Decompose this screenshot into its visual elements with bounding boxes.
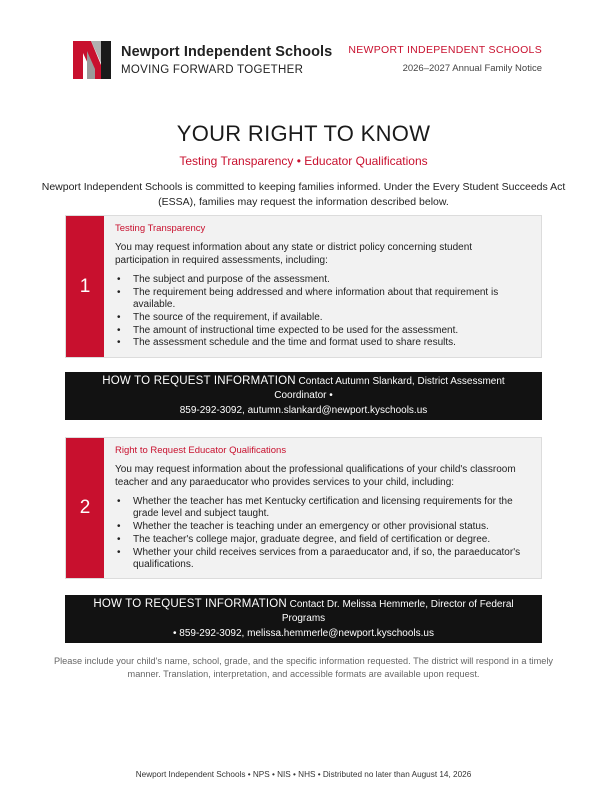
list-item (115, 287, 521, 312)
section-paragraph: You may request information about the professional qualifications of your child's classroom teacher and any paraeducator who provides services to your child, including: (115, 464, 516, 488)
bullet-icon: • (117, 496, 121, 507)
request-info-text (75, 374, 532, 419)
list-item (115, 312, 521, 324)
bullet-icon: • (117, 274, 121, 285)
org-name: Newport Independent Schools (121, 44, 333, 60)
list-item-text: The subject and purpose of the assessment. (133, 274, 330, 285)
bullet-icon: • (117, 311, 121, 323)
list-item (115, 534, 521, 546)
request-info-contact: Contact Dr. Melissa Hemmerle, Director of Federal Programs (281, 598, 514, 625)
bullet-list (115, 274, 521, 350)
list-item (115, 274, 521, 286)
intro-paragraph: Newport Independent Schools is committed to keeping families informed. Under the Every Student Succeeds Act (ESSA), families may request the information described below. (41, 181, 566, 208)
list-item (115, 325, 521, 337)
section-heading: Testing Transparency (115, 223, 206, 234)
bullet-list (115, 496, 521, 571)
section-number: 1 (66, 216, 104, 357)
section-testing-transparency (65, 215, 542, 358)
bullet-icon: • (117, 286, 121, 298)
page-title: YOUR RIGHT TO KNOW (176, 121, 431, 146)
section-educator-qualifications (65, 437, 542, 579)
page-subtitle: Testing Transparency • Educator Qualifications (179, 154, 428, 168)
request-info-contact: Contact Autumn Slankard, District Assessment Coordinator • (274, 375, 505, 402)
section-content (115, 445, 521, 572)
district-logo-icon (73, 41, 111, 79)
request-info-phone-email[interactable]: 859-292-3092, autumn.slankard@newport.kyschools.us (179, 404, 428, 416)
request-info-text (75, 597, 532, 642)
list-item (115, 547, 521, 572)
header-right-title: NEWPORT INDEPENDENT SCHOOLS (348, 44, 542, 56)
list-item-text: Whether the teacher is teaching under an emergency or other provisional status. (133, 521, 489, 533)
section-number: 2 (66, 438, 104, 578)
bullet-icon: • (117, 533, 121, 545)
bullet-icon: • (117, 324, 121, 336)
list-item (115, 496, 521, 521)
list-item-text: The amount of instructional time expected to be used for the assessment. (133, 324, 459, 336)
bullet-icon: • (117, 337, 121, 349)
org-tagline: MOVING FORWARD TOGETHER (121, 64, 304, 76)
list-item-text: The assessment schedule and the time and format used to share results. (133, 337, 456, 349)
list-item-text: Whether your child receives services from a paraeducator and, if so, the paraeducator's qualifications. (133, 546, 521, 570)
page-footer: Newport Independent Schools • NPS • NIS • NHS • Distributed no later than August 14, 2026 (135, 770, 472, 779)
list-item-text: Whether the teacher has met Kentucky certification and licensing requirements for the grade level and subject taught. (133, 496, 513, 520)
request-info-phone-email[interactable]: • 859-292-3092, melissa.hemmerle@newport.kyschools.us (173, 627, 434, 639)
list-item-text: The requirement being addressed and where information about that requirement is available. (133, 286, 499, 311)
request-info-bar (65, 372, 542, 420)
bullet-icon: • (117, 546, 121, 558)
request-info-bar (65, 595, 542, 643)
list-item (115, 521, 521, 533)
section-heading: Right to Request Educator Qualifications (115, 445, 287, 456)
list-item-text: The teacher's college major, graduate degree, and field of certification or degree. (133, 533, 491, 545)
request-info-heading: HOW TO REQUEST INFORMATION (102, 374, 296, 387)
header-right-subtitle: 2026–2027 Annual Family Notice (402, 63, 542, 74)
footer-note: Please include your child's name, school, grade, and the specific information requested. The district will respond in a timely manner. Translation, interpretation, and accessible formats are available upon request. (54, 656, 553, 679)
list-item (115, 337, 521, 349)
page-header (0, 0, 607, 100)
section-content (115, 223, 521, 350)
list-item-text: The source of the requirement, if available. (133, 311, 323, 323)
section-paragraph: You may request information about any state or district policy concerning student participation in required assessments, including: (115, 242, 473, 266)
request-info-heading: HOW TO REQUEST INFORMATION (93, 597, 287, 610)
bullet-icon: • (117, 521, 121, 533)
